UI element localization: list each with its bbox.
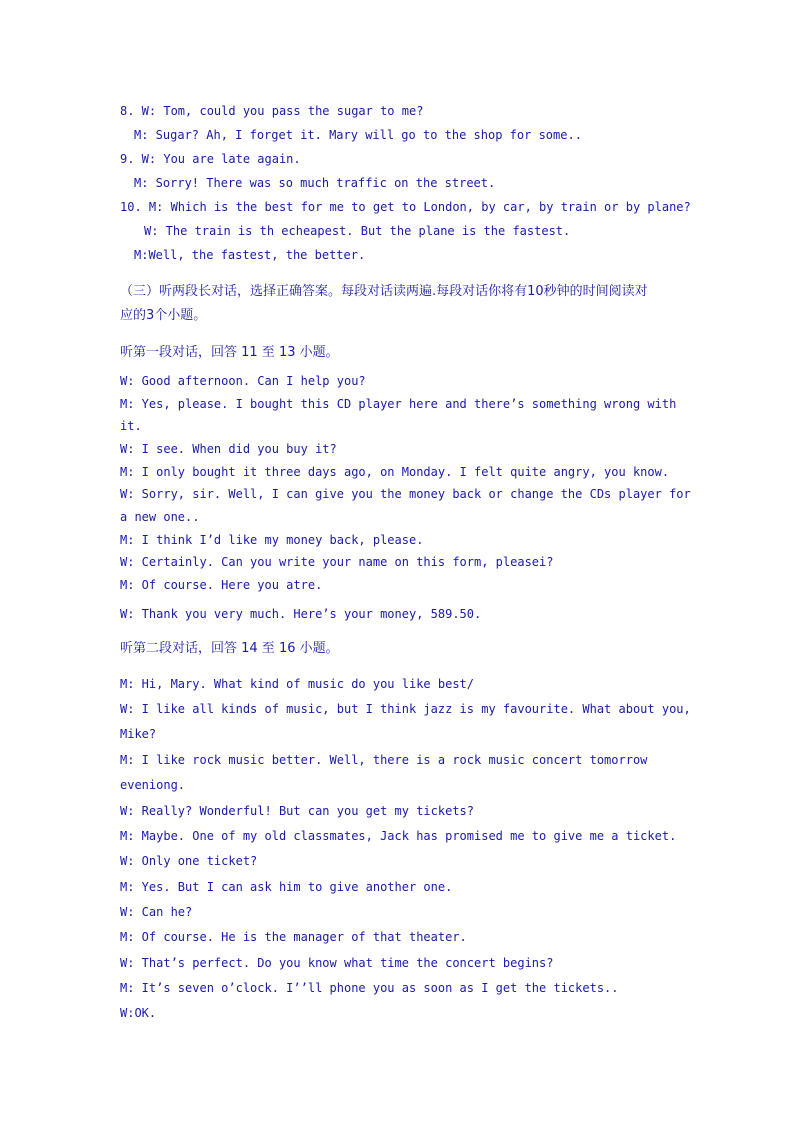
dialogue-line: M: It’s seven o’clock. I’’ll phone you as soon as I get the tickets.. bbox=[120, 981, 619, 995]
dialogue-line: W: Only one ticket? bbox=[120, 854, 258, 868]
dialogue-line: W: I like all kinds of music, but I think jazz is my favourite. What about you, bbox=[120, 702, 691, 716]
dialogue-line: M: Yes, please. I bought this CD player here and there’s something wrong with bbox=[120, 397, 677, 411]
dialogue-line: eveniong. bbox=[120, 778, 186, 792]
dialogue-line: M: I like rock music better. Well, there is a rock music concert tomorrow bbox=[120, 753, 648, 767]
dialogue-line: M: Maybe. One of my old classmates, Jack has promised me to give me a ticket. bbox=[120, 829, 677, 843]
dialogue-line: M: Sugar? Ah, I forget it. Mary will go to the shop for some.. bbox=[134, 128, 582, 142]
dialogue-line: a new one.. bbox=[120, 510, 200, 524]
dialogue-line: W:OK. bbox=[120, 1006, 157, 1020]
dialogue-line: W: Thank you very much. Here’s your money, 589.50. bbox=[120, 607, 482, 621]
dialogue-line: W: The train is th echeapest. But the plane is the fastest. bbox=[144, 224, 571, 238]
dialogue-line: W: Certainly. Can you write your name on this form, pleasei? bbox=[120, 555, 554, 569]
dialogue-line: M:Well, the fastest, the better. bbox=[134, 248, 366, 262]
dialogue-line: M: I think I’d like my money back, please. bbox=[120, 533, 424, 547]
dialogue-line: W: Can he? bbox=[120, 905, 193, 919]
dialogue-line: W: Sorry, sir. Well, I can give you the money back or change the CDs player for bbox=[120, 487, 691, 501]
dialogue-line: W: Good afternoon. Can I help you? bbox=[120, 374, 366, 388]
dialogue-line: M: Of course. He is the manager of that theater. bbox=[120, 930, 467, 944]
dialogue-line: 8. W: Tom, could you pass the sugar to me? bbox=[120, 104, 424, 118]
section-title-continued: 应的3个小题。 bbox=[120, 308, 207, 323]
dialogue-line: W: I see. When did you buy it? bbox=[120, 442, 337, 456]
dialogue-line: M: Hi, Mary. What kind of music do you like best/ bbox=[120, 677, 475, 691]
dialogue-line: 10. M: Which is the best for me to get to London, by car, by train or by plane? bbox=[120, 200, 691, 214]
dialogue-2-heading: 听第二段对话，回答 14 至 16 小题。 bbox=[120, 641, 339, 656]
dialogue-line: M: I only bought it three days ago, on Monday. I felt quite angry, you know. bbox=[120, 465, 670, 479]
dialogue-line: M: Yes. But I can ask him to give another one. bbox=[120, 880, 453, 894]
dialogue-line: 9. W: You are late again. bbox=[120, 152, 301, 166]
dialogue-line: Mike? bbox=[120, 727, 157, 741]
dialogue-line: M: Of course. Here you atre. bbox=[120, 578, 323, 592]
section-title: （三）听两段长对话，选择正确答案。每段对话读两遍.每段对话你将有10秒钟的时间阅读对 bbox=[120, 284, 648, 299]
dialogue-1-heading: 听第一段对话，回答 11 至 13 小题。 bbox=[120, 345, 339, 360]
dialogue-line: W: That’s perfect. Do you know what time the concert begins? bbox=[120, 956, 554, 970]
dialogue-line: it. bbox=[120, 419, 142, 433]
dialogue-line: M: Sorry! There was so much traffic on the street. bbox=[134, 176, 496, 190]
dialogue-line: W: Really? Wonderful! But can you get my tickets? bbox=[120, 804, 475, 818]
